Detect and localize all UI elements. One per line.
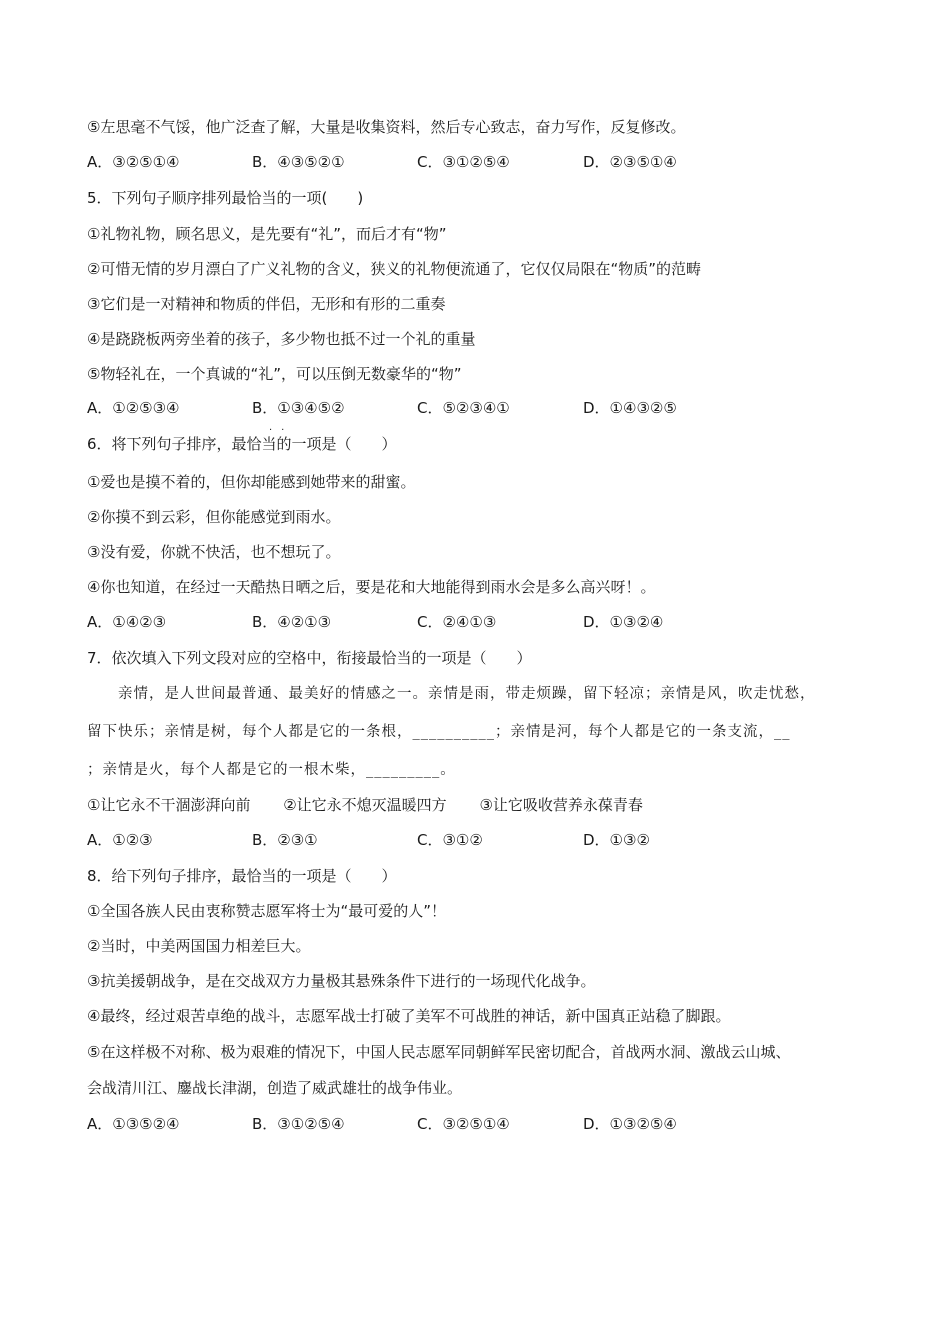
option-c: C．⑤②③④① bbox=[417, 399, 510, 417]
question-5-stem: 5．下列句子顺序排列最恰当的一项( ) bbox=[87, 189, 364, 207]
q7-passage-line: ；亲情是火，每个人都是它的一根木柴，_________。 bbox=[87, 762, 456, 778]
q8-sentence: ③抗美援朝战争，是在交战双方力量极其悬殊条件下进行的一场现代化战争。 bbox=[87, 972, 596, 990]
question-6-stem: 6．将下列句子排序，最恰当的一项是（ ） bbox=[87, 435, 397, 453]
sentence-5: ⑤左思毫不气馁，他广泛查了解，大量是收集资料，然后专心致志，奋力写作，反复修改。 bbox=[87, 118, 686, 136]
option-c: C．②④①③ bbox=[417, 613, 497, 631]
q8-sentence: ②当时，中美两国国力相差巨大。 bbox=[87, 937, 311, 955]
q6-sentence: ③没有爱，你就不快活，也不想玩了。 bbox=[87, 543, 341, 561]
q6-options bbox=[87, 612, 887, 632]
q5-sentence: ⑤物轻礼在，一个真诚的“礼”，可以压倒无数豪华的“物” bbox=[87, 365, 462, 383]
option-b: B．①③④⑤② bbox=[252, 399, 345, 417]
emphasis-dots: ·· bbox=[269, 425, 294, 436]
question-7-stem: 7．依次填入下列文段对应的空格中，衔接最恰当的一项是（ ） bbox=[87, 649, 532, 667]
q7-choice: ②让它永不熄灭温暖四方 bbox=[283, 796, 447, 814]
q5-sentence: ①礼物礼物，顾名思义，是先要有“礼”，而后才有“物” bbox=[87, 225, 447, 243]
option-d: D．①③② bbox=[583, 831, 650, 849]
q8-options bbox=[87, 1114, 887, 1134]
q8-sentence-continued: 会战清川江、鏖战长津湖，创造了威武雄壮的战争伟业。 bbox=[87, 1079, 463, 1097]
option-c: C．③①② bbox=[417, 831, 483, 849]
option-b: B．④②①③ bbox=[252, 613, 332, 631]
option-a: A．③②⑤①④ bbox=[87, 153, 180, 171]
q8-sentence: ⑤在这样极不对称、极为艰难的情况下，中国人民志愿军同朝鲜军民密切配合，首战两水洞、激战云山城、 bbox=[87, 1043, 791, 1061]
q7-passage-line: 亲情，是人世间最普通、最美好的情感之一。亲情是雨，带走烦躁，留下轻凉；亲情是风，吹走忧愁， bbox=[87, 686, 816, 702]
q8-sentence: ④最终，经过艰苦卓绝的战斗，志愿军战士打破了美军不可战胜的神话，新中国真正站稳了脚跟。 bbox=[87, 1007, 731, 1025]
option-a: A．①③⑤②④ bbox=[87, 1115, 180, 1133]
option-b: B．③①②⑤④ bbox=[252, 1115, 345, 1133]
q8-sentence: ①全国各族人民由衷称赞志愿军将士为“最可爱的人”！ bbox=[87, 902, 446, 920]
q5-sentence: ③它们是一对精神和物质的伴侣，无形和有形的二重奏 bbox=[87, 295, 446, 313]
q7-choices bbox=[87, 795, 671, 815]
q6-sentence: ④你也知道，在经过一天酷热日晒之后，要是花和大地能得到雨水会是多么高兴呀！。 bbox=[87, 578, 656, 596]
q5-sentence: ④是跷跷板两旁坐着的孩子，多少物也抵不过一个礼的重量 bbox=[87, 330, 476, 348]
q5-sentence: ②可惜无情的岁月漂白了广义礼物的含义，狭义的礼物便流通了，它仅仅局限在“物质”的范畴 bbox=[87, 260, 701, 278]
option-d: D．①③②④ bbox=[583, 613, 664, 631]
q7-passage-line: 留下快乐；亲情是树，每个人都是它的一条根，__________；亲情是河，每个人都是它的一条支流，__ bbox=[87, 724, 791, 740]
option-a: A．①④②③ bbox=[87, 613, 167, 631]
q6-sentence: ②你摸不到云彩，但你能感觉到雨水。 bbox=[87, 508, 341, 526]
q6-sentence: ①爱也是摸不着的，但你却能感到她带来的甜蜜。 bbox=[87, 473, 416, 491]
q5-options bbox=[87, 398, 887, 418]
option-c: C．③②⑤①④ bbox=[417, 1115, 510, 1133]
question-8-stem: 8．给下列句子排序，最恰当的一项是（ ） bbox=[87, 867, 397, 885]
option-c: C．③①②⑤④ bbox=[417, 153, 510, 171]
option-a: A．①②③ bbox=[87, 831, 153, 849]
option-d: D．②③⑤①④ bbox=[583, 153, 677, 171]
q4-options bbox=[87, 152, 887, 172]
option-a: A．①②⑤③④ bbox=[87, 399, 180, 417]
option-d: D．①④③②⑤ bbox=[583, 399, 677, 417]
q7-options bbox=[87, 830, 887, 850]
option-d: D．①③②⑤④ bbox=[583, 1115, 677, 1133]
q7-choice: ③让它吸收营养永葆青春 bbox=[479, 796, 643, 814]
option-b: B．②③① bbox=[252, 831, 318, 849]
option-b: B．④③⑤②① bbox=[252, 153, 345, 171]
q7-choice: ①让它永不干涸澎湃向前 bbox=[87, 796, 251, 814]
